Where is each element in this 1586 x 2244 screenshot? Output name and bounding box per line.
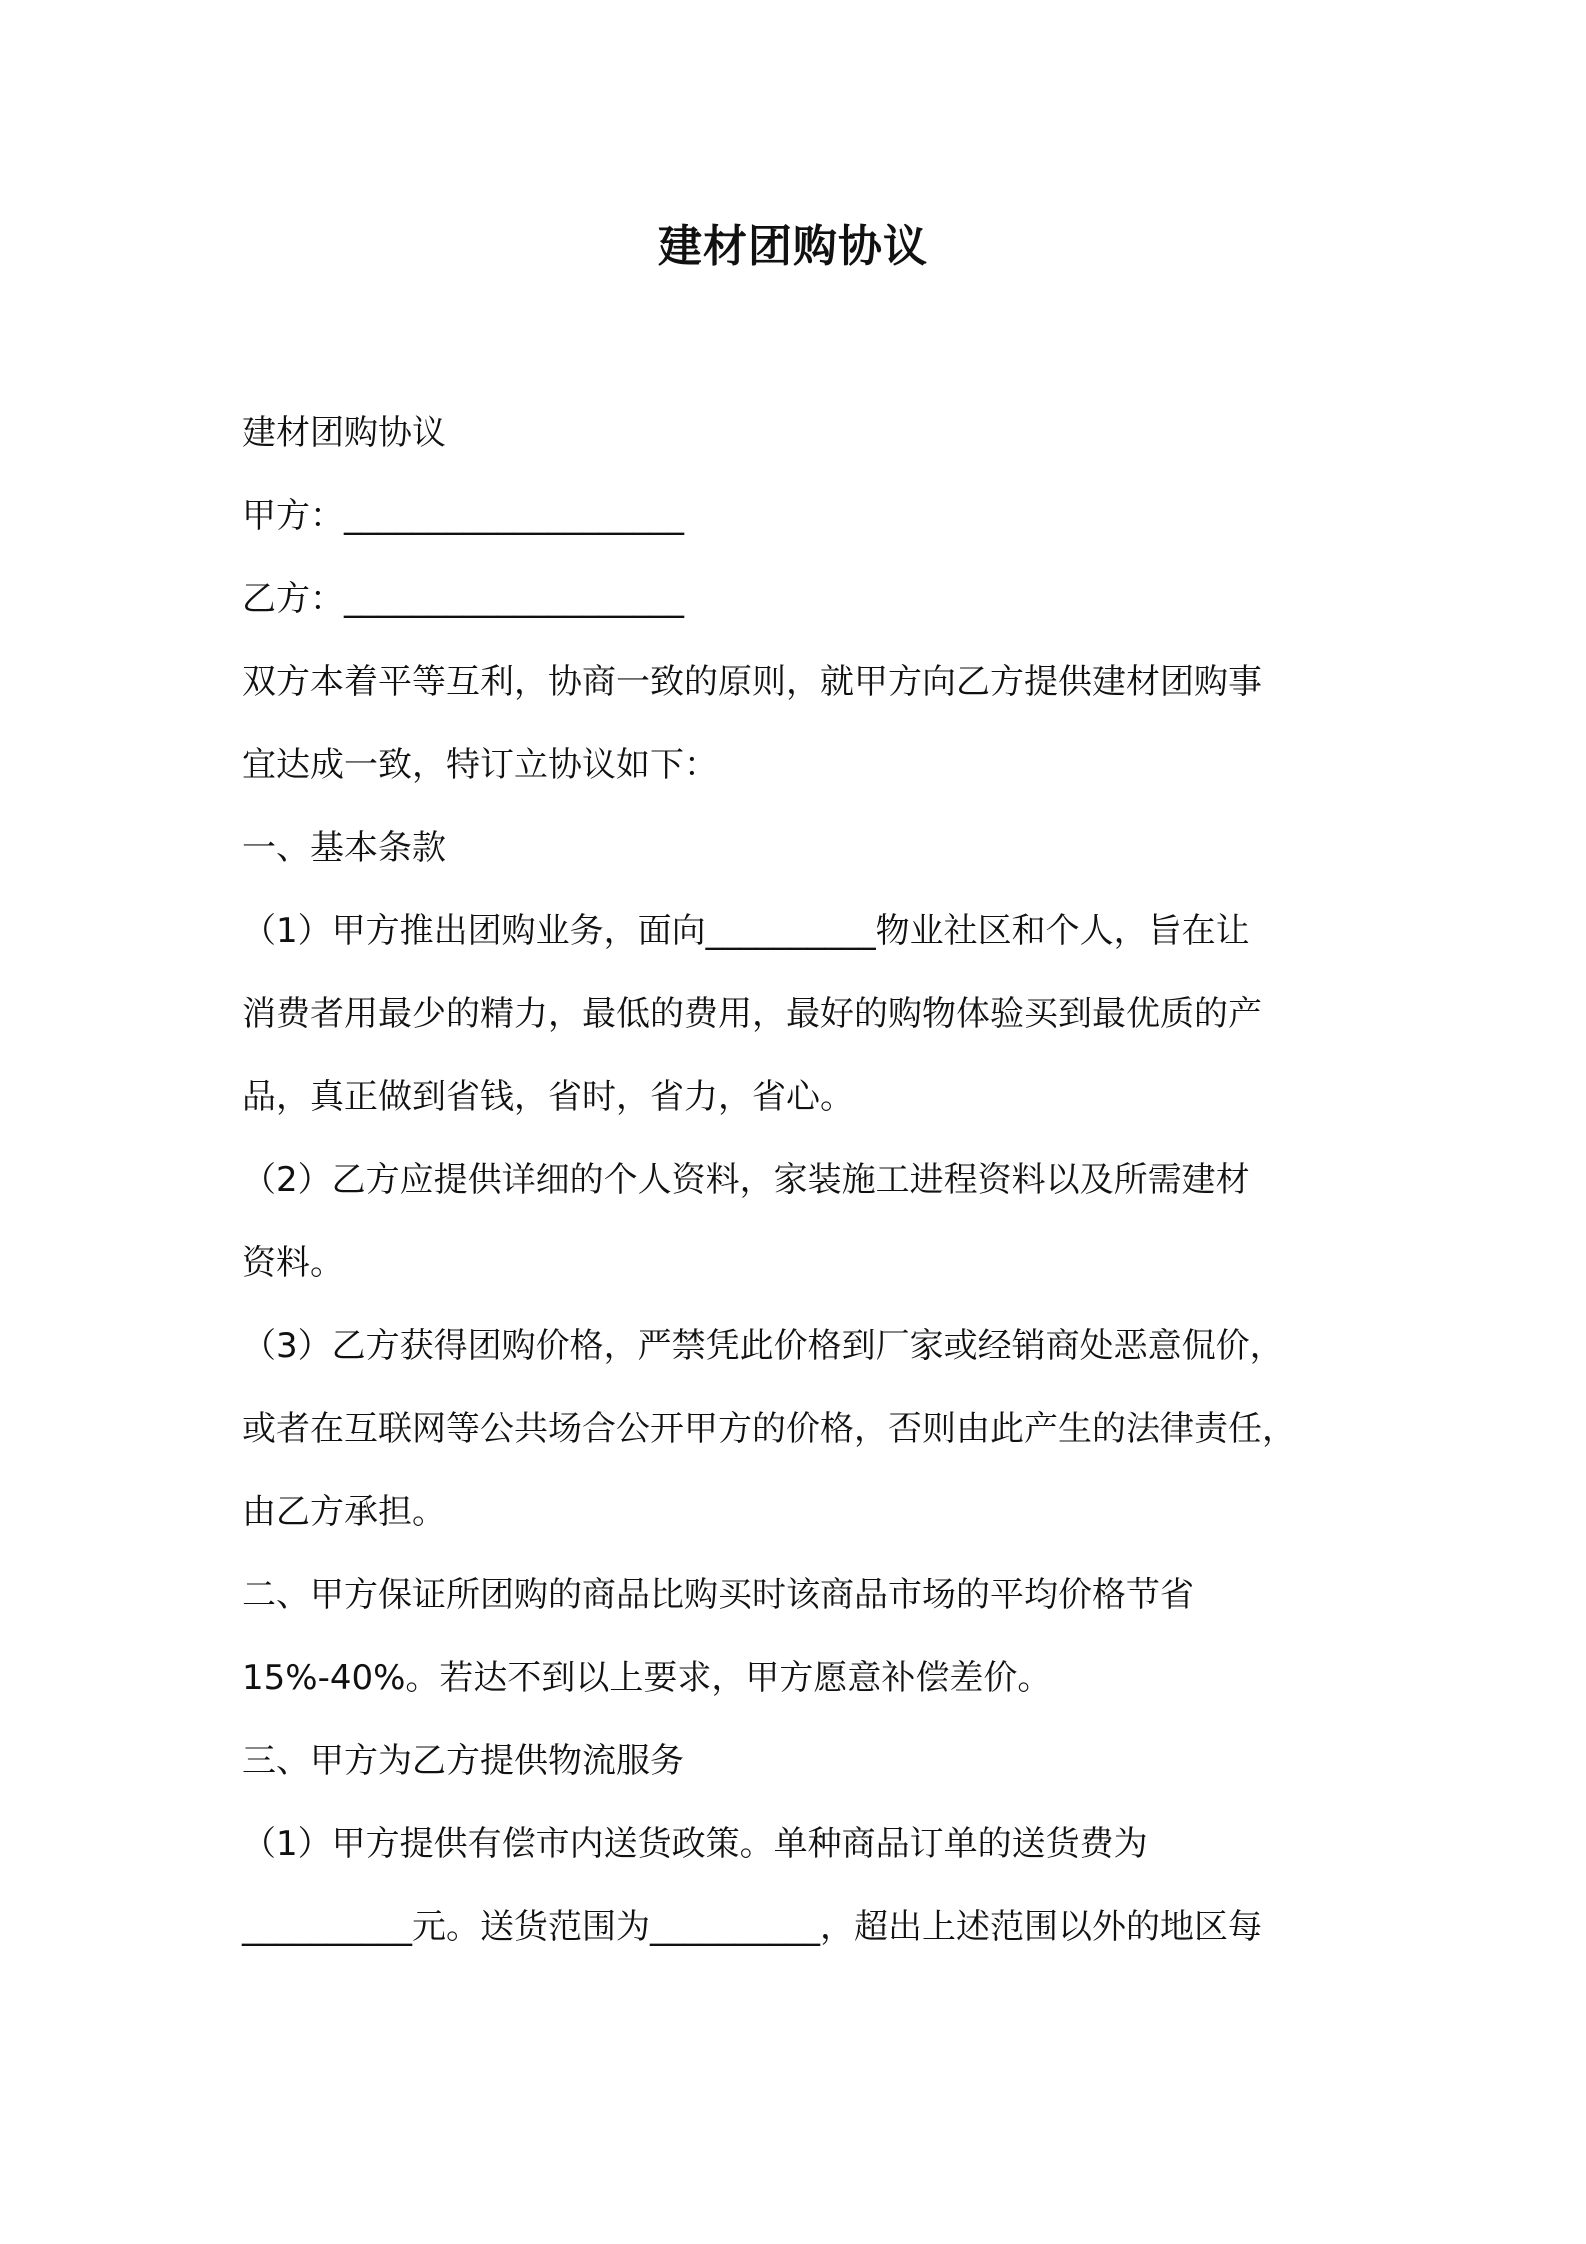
section-heading: 二、甲方保证所团购的商品比购买时该商品市场的平均价格节省 <box>242 1575 1194 1615</box>
section-heading: 三、甲方为乙方提供物流服务 <box>242 1741 684 1781</box>
clause-line: 品，真正做到省钱，省时，省力，省心。 <box>242 1077 854 1117</box>
party-b-line: 乙方：____________________ <box>242 579 684 619</box>
document-title: 建材团购协议 <box>658 221 928 272</box>
subtitle-line: 建材团购协议 <box>242 413 446 453</box>
clause-line: 由乙方承担。 <box>242 1492 446 1532</box>
section-heading: 一、基本条款 <box>242 828 446 868</box>
clause-line: （1）甲方提供有偿市内送货政策。单种商品订单的送货费为 <box>242 1824 1148 1864</box>
clause-line: （3）乙方获得团购价格，严禁凭此价格到厂家或经销商处恶意侃价， <box>242 1326 1284 1366</box>
clause-line: __________元。送货范围为__________，超出上述范围以外的地区每 <box>242 1907 1262 1947</box>
clause-line: 消费者用最少的精力，最低的费用，最好的购物体验买到最优质的产 <box>242 994 1262 1034</box>
clause-line: （2）乙方应提供详细的个人资料，家装施工进程资料以及所需建材 <box>242 1160 1250 1200</box>
clause-line: 资料。 <box>242 1243 344 1283</box>
document-body <box>242 392 1372 1969</box>
clause-line: 或者在互联网等公共场合公开甲方的价格，否则由此产生的法律责任， <box>242 1409 1296 1449</box>
party-a-line: 甲方：____________________ <box>242 496 684 536</box>
clause-line: （1）甲方推出团购业务，面向__________物业社区和个人，旨在让 <box>242 911 1250 951</box>
preamble-line: 双方本着平等互利，协商一致的原则，就甲方向乙方提供建材团购事 <box>242 662 1262 702</box>
clause-line: 15%-40%。若达不到以上要求，甲方愿意补偿差价。 <box>242 1658 1052 1698</box>
preamble-line: 宜达成一致，特订立协议如下： <box>242 745 718 785</box>
